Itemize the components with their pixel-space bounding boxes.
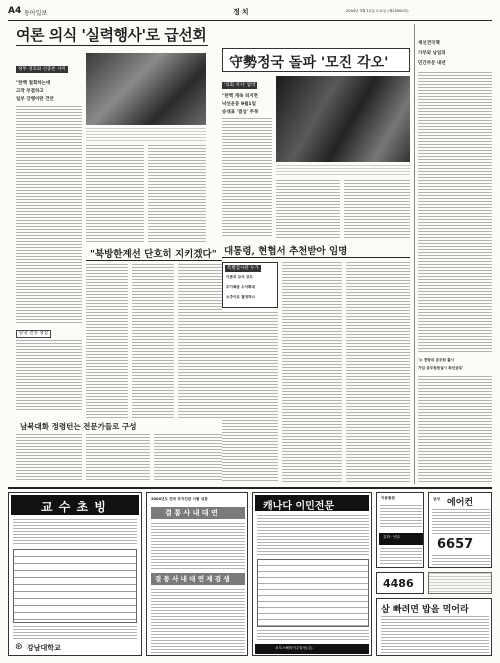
ad-professor-banner <box>11 495 139 515</box>
sidebar-title-2: 가부와 낭일의 <box>418 51 446 56</box>
ad-professor-notes <box>13 626 137 640</box>
right-body-col2 <box>276 180 340 238</box>
page-number: A4 <box>8 6 22 16</box>
right-subhead-4: 송대표 '결심' 주목 <box>222 110 259 115</box>
lower-body-col3 <box>154 434 222 482</box>
headline-middle: "북방한계선 단호히 지키겠다" <box>90 249 217 260</box>
mr-body-col3 <box>346 262 410 482</box>
ad-exam-text-2 <box>151 589 245 653</box>
section-title: 정치 <box>233 8 251 16</box>
article-body-col3 <box>148 145 206 243</box>
photo-top-right <box>276 76 410 162</box>
right-subhead-3: 낙선운동 9월1일 <box>222 102 256 107</box>
box-label: 탈당 결정 쟁점 <box>16 330 51 338</box>
headline-top-right: 守勢정국 돌파 '모진 각오' <box>229 55 389 71</box>
ad-exam-banner-2 <box>151 573 245 585</box>
ad-center-banner <box>379 533 423 545</box>
ad-center-banner-text: 유학 · 연수 <box>383 535 401 539</box>
ad-professor-university: 강남대학교 <box>27 644 61 652</box>
ad-aircon[interactable] <box>428 492 492 568</box>
right-body-col3 <box>344 180 410 238</box>
ad-diet-title: 살 빠려면 밥을 먹어라 <box>381 605 469 615</box>
ad-exam-banner-1 <box>151 507 245 519</box>
ad-aircon-title: 에어컨 <box>447 498 474 508</box>
ad-exam-banner-1-text: 결 통 사 내 대 연 <box>165 509 218 517</box>
middle-body-col1 <box>86 264 128 418</box>
headline-underline <box>16 45 208 46</box>
ad-code-number: 4486 <box>383 577 414 590</box>
ad-canada-banner <box>255 495 369 511</box>
headline-middle-right: 대통령, 현협서 추천받아 임명 <box>224 246 348 257</box>
ad-canada-footer-text: 코모스해외이주알선(주) <box>275 646 313 650</box>
middle-body-col2 <box>132 264 174 418</box>
ad-professor-table <box>13 549 137 623</box>
sidebar-bottom-title: '노 전방위 공무원 불시 <box>418 358 455 362</box>
headline-left-lower: 남북대화 정령턴는 전문가들로 구성 <box>20 422 137 431</box>
ad-center[interactable] <box>376 492 424 568</box>
masthead <box>8 5 492 19</box>
ad-exam[interactable] <box>146 492 248 656</box>
sidebar-body-top <box>418 72 492 354</box>
middle-right-rule <box>222 257 410 258</box>
ad-mini-box <box>428 572 492 594</box>
ad-canada-text-2 <box>257 630 369 642</box>
right-subhead-2: "탄핵 게속 피지면 <box>222 94 258 99</box>
ad-professor-text <box>13 519 137 545</box>
ad-professor-title: 교 수 초 빙 <box>41 500 107 514</box>
sidebar-bottom-sub: 가입 공무원원실시 회선공로' <box>418 366 464 370</box>
ad-professor[interactable] <box>8 492 142 656</box>
middle-rule <box>86 260 222 261</box>
article-body-col1 <box>16 106 82 324</box>
quote-line-3: 일부 강행이란 건안 <box>16 97 54 102</box>
ad-aircon-number: 6657 <box>437 537 474 552</box>
lower-body-col2 <box>86 434 150 482</box>
paper-name: 동아일보 <box>24 10 48 17</box>
photo-right-caption <box>276 165 410 177</box>
photo-top-left <box>86 53 206 125</box>
quote-line-2: 고작 부결하고 <box>16 89 44 94</box>
ad-canada-footer <box>255 644 369 654</box>
ad-diet[interactable] <box>376 598 492 656</box>
ad-aircon-text-2 <box>432 555 490 565</box>
headline-box-right <box>222 48 410 72</box>
ad-section-rule <box>8 487 492 489</box>
sidebar-title-3: 민간부문 내년 <box>418 61 446 66</box>
ad-code-box[interactable] <box>376 572 424 594</box>
right-body-col1 <box>222 118 272 238</box>
ad-canada[interactable] <box>252 492 372 656</box>
ad-center-text <box>380 505 422 529</box>
inset-box-title: 특별감사관 누가 <box>227 266 259 271</box>
lower-body-col1 <box>16 434 82 482</box>
date-line: 2004년 3월 12일 토요일 (제25000호) <box>346 9 409 13</box>
inset-box-line-1: 이론의 교사 강도 <box>226 275 253 279</box>
sidebar-title-1: 재선견국책 <box>418 41 440 46</box>
inset-box-line-2: 주가폭등 수사확대 <box>226 285 256 289</box>
ad-aircon-brand: 삼성 <box>433 497 440 501</box>
ad-aircon-text <box>432 509 490 535</box>
ad-exam-text-1 <box>151 523 245 569</box>
university-logo-icon: ⊛ <box>15 642 23 652</box>
article-body-col2 <box>86 145 144 243</box>
sidebar-divider <box>414 24 415 484</box>
ad-canada-title: 캐나다 이민전문 <box>263 501 335 512</box>
mr-body-col1 <box>222 312 278 482</box>
inset-box-line-3: 소추이유 결정하나 <box>226 295 256 299</box>
ad-center-title: 이동통원 <box>381 496 395 500</box>
header-rule <box>8 20 492 21</box>
sidebar-body-bottom <box>418 376 492 482</box>
quote-line-1: "탄핵 철회하는데 <box>16 81 51 86</box>
mr-body-col2 <box>282 262 342 482</box>
middle-body-col3 <box>178 264 222 418</box>
headline-top-left: 여론 의식 '실력행사'로 급선회 <box>16 26 207 44</box>
ad-exam-banner-2-text: 결 통 사 내 대 연 제 검 생 <box>155 575 230 583</box>
inset-box <box>222 262 278 308</box>
ad-center-text-2 <box>380 548 422 566</box>
ad-exam-top: 2004년도 전국 부지간관 시험 성관 <box>151 497 208 501</box>
ad-canada-text-1 <box>257 515 369 555</box>
photo-caption <box>86 128 206 142</box>
ad-canada-table <box>257 559 369 627</box>
ad-diet-text <box>381 616 489 654</box>
box-body <box>16 340 82 410</box>
subhead-tag: 정부 경호와 신중론 사이 <box>18 67 66 72</box>
right-subhead-tag: '의회 저지' 압박 <box>224 83 256 88</box>
